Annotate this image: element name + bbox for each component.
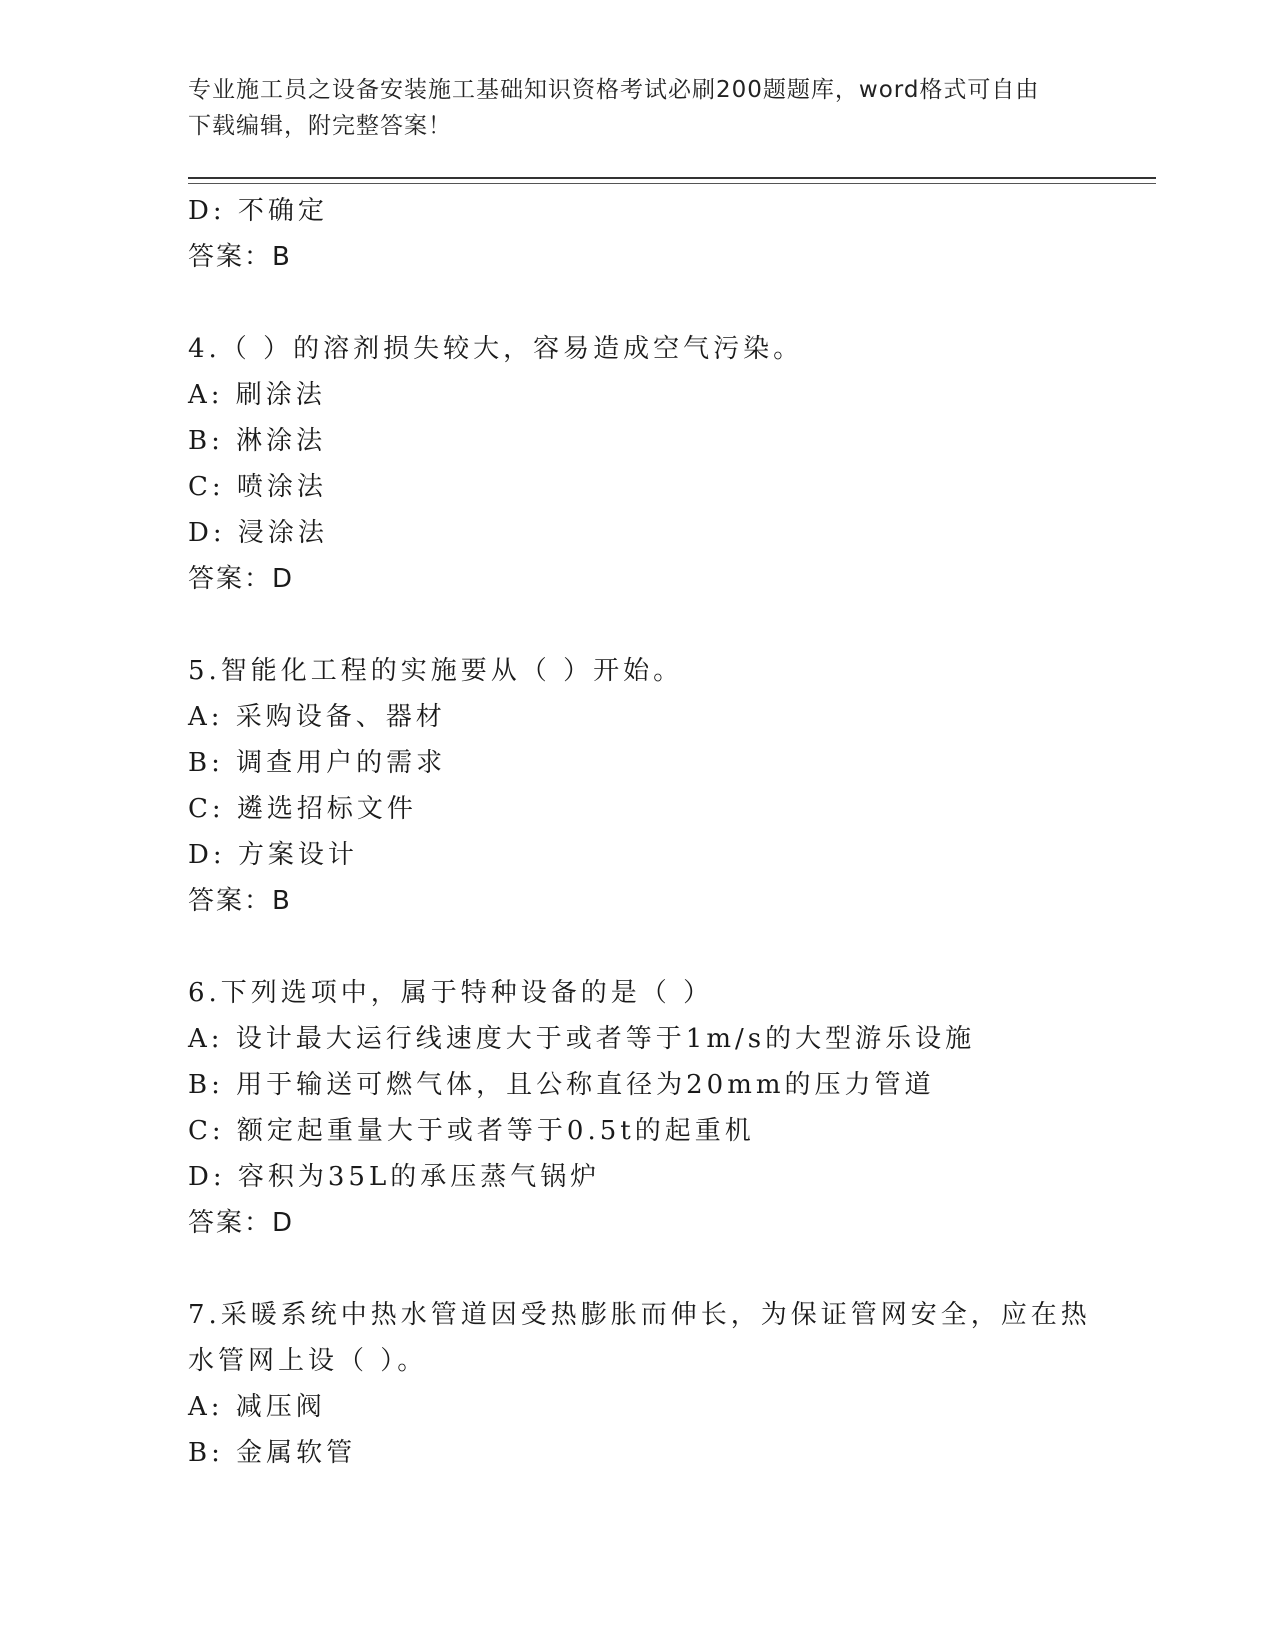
header-line-1: 专业施工员之设备安装施工基础知识资格考试必刷200题题库，word格式可自由 <box>188 77 1040 103</box>
answer: 答案：B <box>188 242 292 272</box>
option-b: B: 淋涂法 <box>188 426 327 456</box>
answer: 答案：D <box>188 1208 295 1238</box>
option-a: A: 刷涂法 <box>188 380 326 410</box>
option-c: C: 遴选招标文件 <box>188 794 417 824</box>
question-4 <box>188 326 1088 602</box>
document-header <box>188 72 1068 144</box>
option-d: D: 不确定 <box>188 196 328 226</box>
question-stem-line-2: 水管网上设（ ）。 <box>188 1346 428 1376</box>
option-d: D: 浸涂法 <box>188 518 328 548</box>
spacer <box>188 1246 1088 1292</box>
option-c: C: 额定起重量大于或者等于0.5t的起重机 <box>188 1116 755 1146</box>
option-d: D: 容积为35L的承压蒸气锅炉 <box>188 1162 601 1192</box>
header-divider-thick <box>188 177 1156 179</box>
question-5 <box>188 648 1088 924</box>
option-a: A: 设计最大运行线速度大于或者等于1m/s的大型游乐设施 <box>188 1024 976 1054</box>
question-list <box>188 188 1091 1476</box>
answer: 答案：B <box>188 886 292 916</box>
spacer <box>188 280 1088 326</box>
option-a: A: 采购设备、器材 <box>188 702 446 732</box>
header-line-2: 下载编辑，附完整答案！ <box>188 113 452 139</box>
option-c: C: 喷涂法 <box>188 472 327 502</box>
spacer <box>188 924 1088 970</box>
option-a: A: 减压阀 <box>188 1392 326 1422</box>
option-b: B: 调查用户的需求 <box>188 748 447 778</box>
question-stem: 4.（ ）的溶剂损失较大，容易造成空气污染。 <box>188 334 804 364</box>
question-stem-line-1: 7.采暖系统中热水管道因受热膨胀而伸长，为保证管网安全，应在热 <box>188 1300 1091 1330</box>
question-6 <box>188 970 1088 1246</box>
option-b: B: 金属软管 <box>188 1438 357 1468</box>
header-divider-thin <box>188 183 1156 184</box>
question-7 <box>188 1292 1091 1476</box>
option-d: D: 方案设计 <box>188 840 358 870</box>
question-stem: 6.下列选项中，属于特种设备的是（ ） <box>188 978 714 1008</box>
option-b: B: 用于输送可燃气体，且公称直径为20mm的压力管道 <box>188 1070 935 1100</box>
spacer <box>188 602 1088 648</box>
answer: 答案：D <box>188 564 295 594</box>
question-stem: 5.智能化工程的实施要从（ ）开始。 <box>188 656 684 686</box>
question-3-tail <box>188 188 1088 280</box>
